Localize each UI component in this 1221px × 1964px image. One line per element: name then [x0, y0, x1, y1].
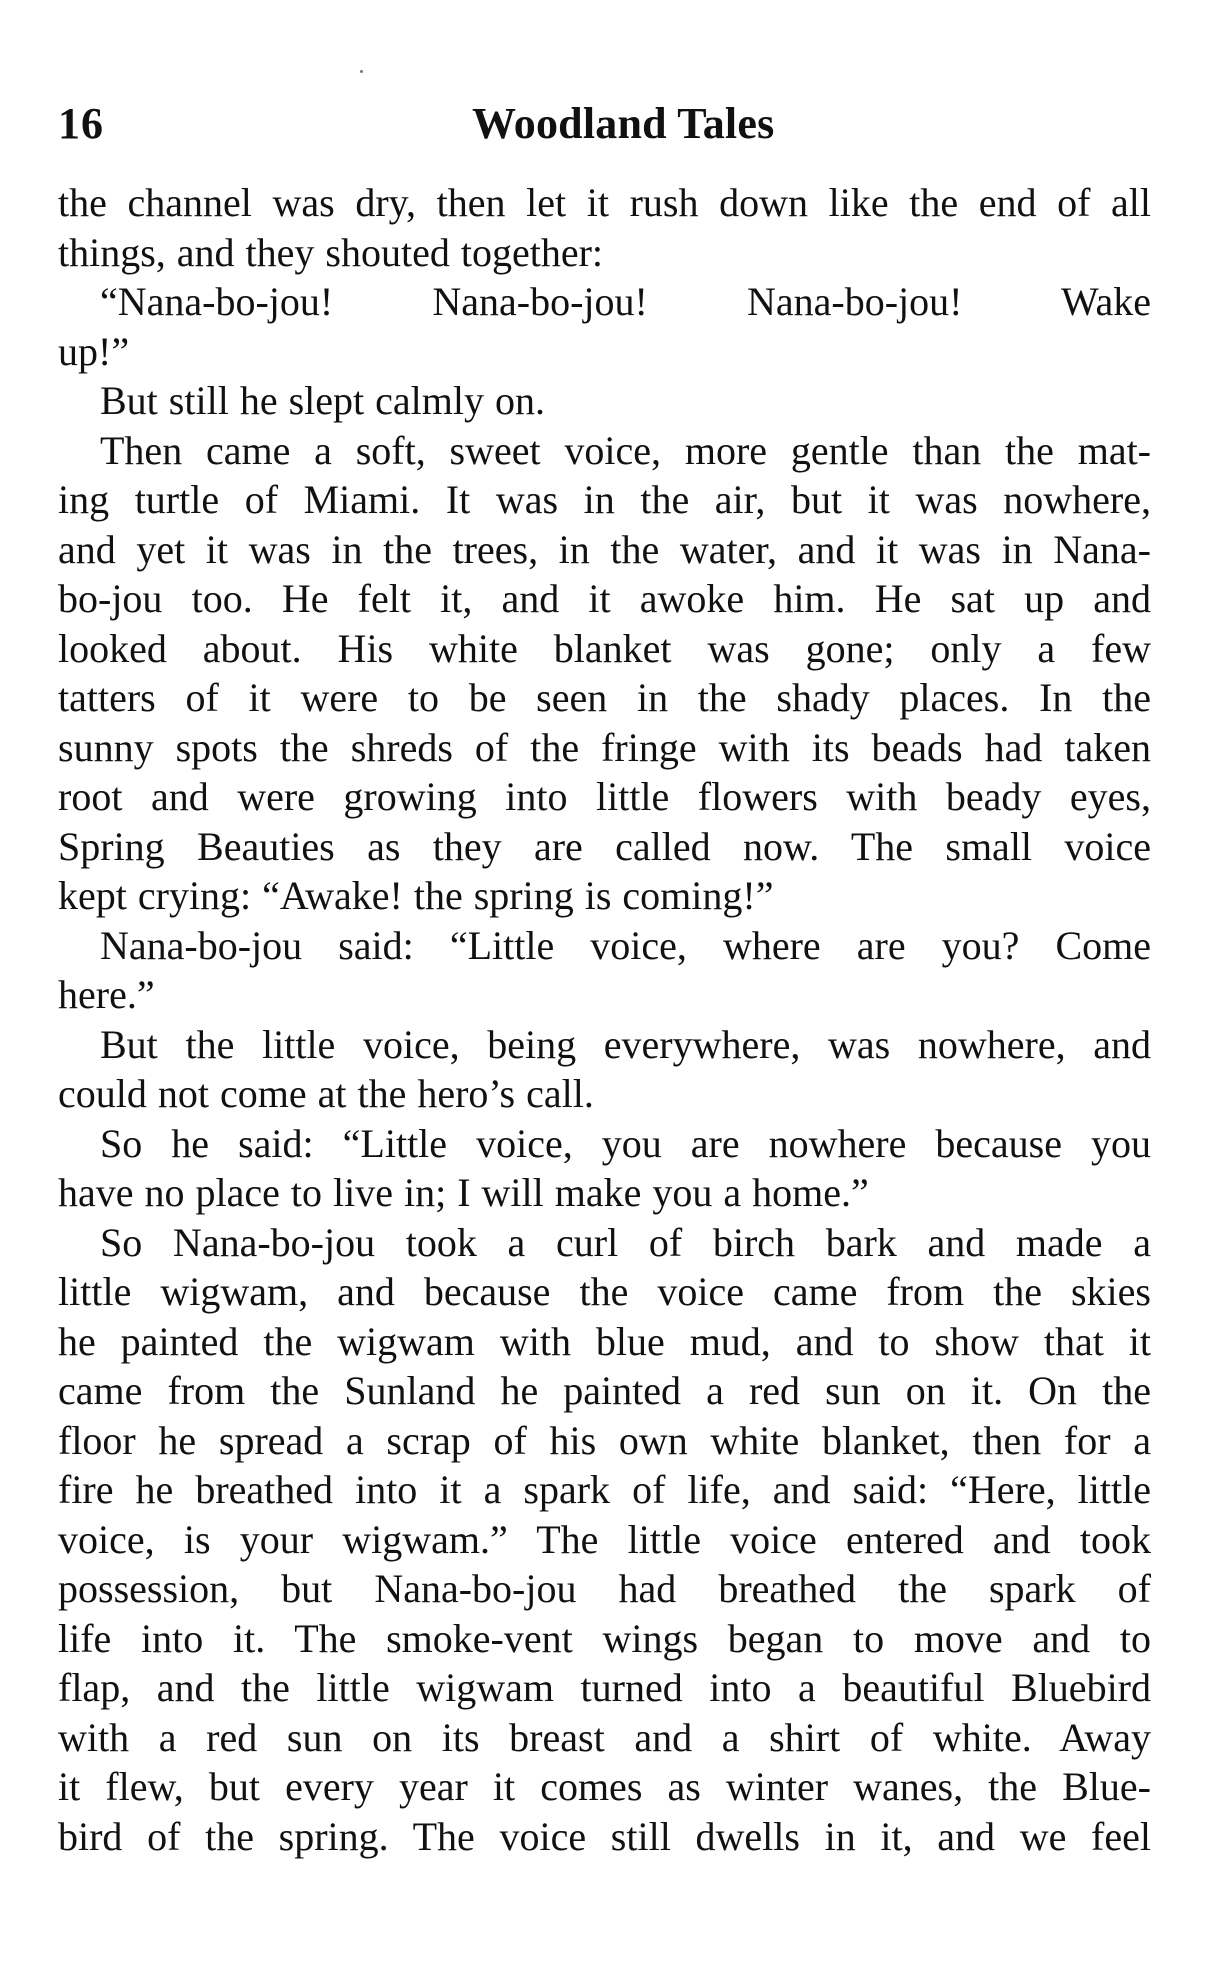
text-line: possession, but Nana-bo-jou had breathed the spark of [58, 1566, 1151, 1611]
text-line: floor he spread a scrap of his own white blanket, then for a [58, 1417, 1151, 1463]
text-line: bird of the spring. The voice still dwells in it, and we feel [58, 1813, 1151, 1859]
text-line: ing turtle of Miami. It was in the air, but it was nowhere, [58, 477, 1151, 522]
text-line: up!” [58, 328, 130, 374]
text-line: sunny spots the shreds of the fringe with its beads had taken [58, 724, 1151, 770]
text-line: But still he slept calmly on. [100, 378, 545, 423]
text-line: Then came a soft, sweet voice, more gentle than the mat- [100, 427, 1151, 473]
text-line: tatters of it were to be seen in the shady places. In the [58, 675, 1151, 720]
running-head: Woodland Tales [472, 99, 775, 148]
text-line: and yet it was in the trees, in the water, and it was in Nana- [58, 526, 1151, 572]
page-number: 16 [58, 99, 104, 148]
text-line: root and were growing into little flowers with beady eyes, [58, 774, 1151, 819]
text-line: it flew, but every year it comes as winter wanes, the Blue- [58, 1764, 1151, 1809]
text-line: here.” [58, 972, 155, 1017]
text-line: “Nana-bo-jou! Nana-bo-jou! Nana-bo-jou! Wake [100, 279, 1151, 324]
text-line: So Nana-bo-jou took a curl of birch bark and made a [100, 1219, 1151, 1265]
text-line: came from the Sunland he painted a red sun on it. On the [58, 1368, 1151, 1413]
text-line: But the little voice, being everywhere, was nowhere, and [100, 1021, 1151, 1067]
text-line: with a red sun on its breast and a shirt of white. Away [58, 1714, 1151, 1760]
text-line: kept crying: “Awake! the spring is coming!” [58, 873, 774, 918]
text-line: life into it. The smoke-vent wings began to move and to [58, 1615, 1151, 1661]
text-line: could not come at the hero’s call. [58, 1071, 594, 1116]
text-line: little wigwam, and because the voice came from the skies [58, 1269, 1151, 1314]
print-speck [360, 70, 363, 73]
body-text [58, 178, 1151, 1861]
text-line: have no place to live in; I will make you a home.” [58, 1170, 869, 1215]
text-line: flap, and the little wigwam turned into a beautiful Bluebird [58, 1665, 1151, 1710]
text-line: voice, is your wigwam.” The little voice entered and took [58, 1516, 1151, 1562]
page-header [58, 98, 1151, 158]
text-line: Spring Beauties as they are called now. The small voice [58, 823, 1151, 869]
text-line: So he said: “Little voice, you are nowhere because you [100, 1120, 1151, 1166]
text-line: he painted the wigwam with blue mud, and to show that it [58, 1318, 1151, 1364]
text-line: the channel was dry, then let it rush down like the end of all [58, 180, 1151, 225]
text-line: looked about. His white blanket was gone; only a few [58, 625, 1151, 671]
text-line: things, and they shouted together: [58, 229, 604, 275]
text-line: Nana-bo-jou said: “Little voice, where are you? Come [100, 922, 1151, 968]
text-line: fire he breathed into it a spark of life, and said: “Here, little [58, 1467, 1151, 1512]
text-line: bo-jou too. He felt it, and it awoke him. He sat up and [58, 576, 1151, 621]
